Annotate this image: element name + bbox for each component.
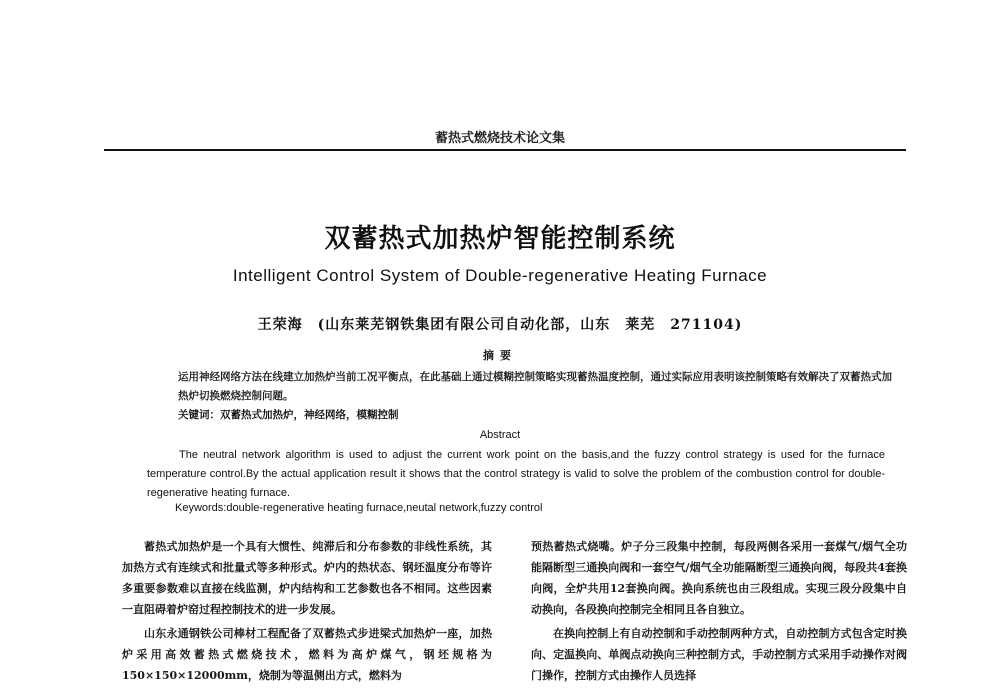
body-column-right bbox=[531, 536, 907, 689]
abstract-chinese: 运用神经网络方法在线建立加热炉当前工况平衡点，在此基础上通过模糊控制策略实现蓄热温度控制，通过实际应用表明该控制策略有效解决了双蓄热式加热炉切换燃烧控制问题。 bbox=[178, 371, 892, 402]
body-paragraph: 在换向控制上有自动控制和手动控制两种方式，自动控制方式包含定时换向、定温换向、单阀点动换向三种控制方式，手动控制方式采用手动操作对阀门操作，控制方式由操作人员选择 bbox=[531, 627, 907, 682]
body-paragraph: 蓄热式加热炉是一个具有大惯性、纯滞后和分布参数的非线性系统，其加热方式有连续式和批量式等多种形式。炉内的热状态、钢坯温度分布等许多重要参数难以直接在线监测，炉内结构和工艺参数也各不相同。这些因素一直阻碍着炉窑过程控制技术的进一步发展。 bbox=[122, 540, 492, 616]
title-chinese: 双蓄热式加热炉智能控制系统 bbox=[324, 224, 676, 254]
abstract-heading-english: Abstract bbox=[479, 429, 521, 441]
abstract-english: The neutral network algorithm is used to adjust the current work point on the basis,and the fuzzy control strategy is used for the furnace temperature control.By the actual application result it shows that the control strategy is valid to solve the problem of the combustion control for double-regenerative heating furnace. bbox=[147, 449, 885, 499]
body-paragraph: 山东永通钢铁公司棒材工程配备了双蓄热式步进梁式加热炉一座，加热炉采用高效蓄热式燃烧技术，燃料为高炉煤气，钢坯规格为150×150×12000mm，烧制为等温侧出方式，燃料为 bbox=[122, 627, 492, 682]
body-column-left bbox=[122, 536, 492, 689]
abstract-heading-chinese: 摘要 bbox=[483, 349, 517, 362]
body-paragraph: 预热蓄热式烧嘴。炉子分三段集中控制，每段两侧各采用一套煤气/烟气全功能隔断型三通换向阀和一套空气/烟气全功能隔断型三通换向阀，每段共4套换向阀，全炉共用12套换向阀。换向系统也由三段组成。实现三段分段集中自动换向，各段换向控制完全相同且各自独立。 bbox=[531, 540, 907, 616]
keywords-chinese: 关键词：双蓄热式加热炉，神经网络，模糊控制 bbox=[178, 409, 399, 421]
author-affiliation: 王荣海 (山东莱芜钢铁集团有限公司自动化部，山东 莱芜 271104) bbox=[257, 317, 743, 333]
header-rule bbox=[104, 149, 906, 151]
title-english: Intelligent Control System of Double-regenerative Heating Furnace bbox=[232, 266, 768, 285]
keywords-english: Keywords:double-regenerative heating furnace,neutal network,fuzzy control bbox=[175, 502, 543, 514]
running-head: 蓄热式燃烧技术论文集 bbox=[434, 131, 565, 146]
